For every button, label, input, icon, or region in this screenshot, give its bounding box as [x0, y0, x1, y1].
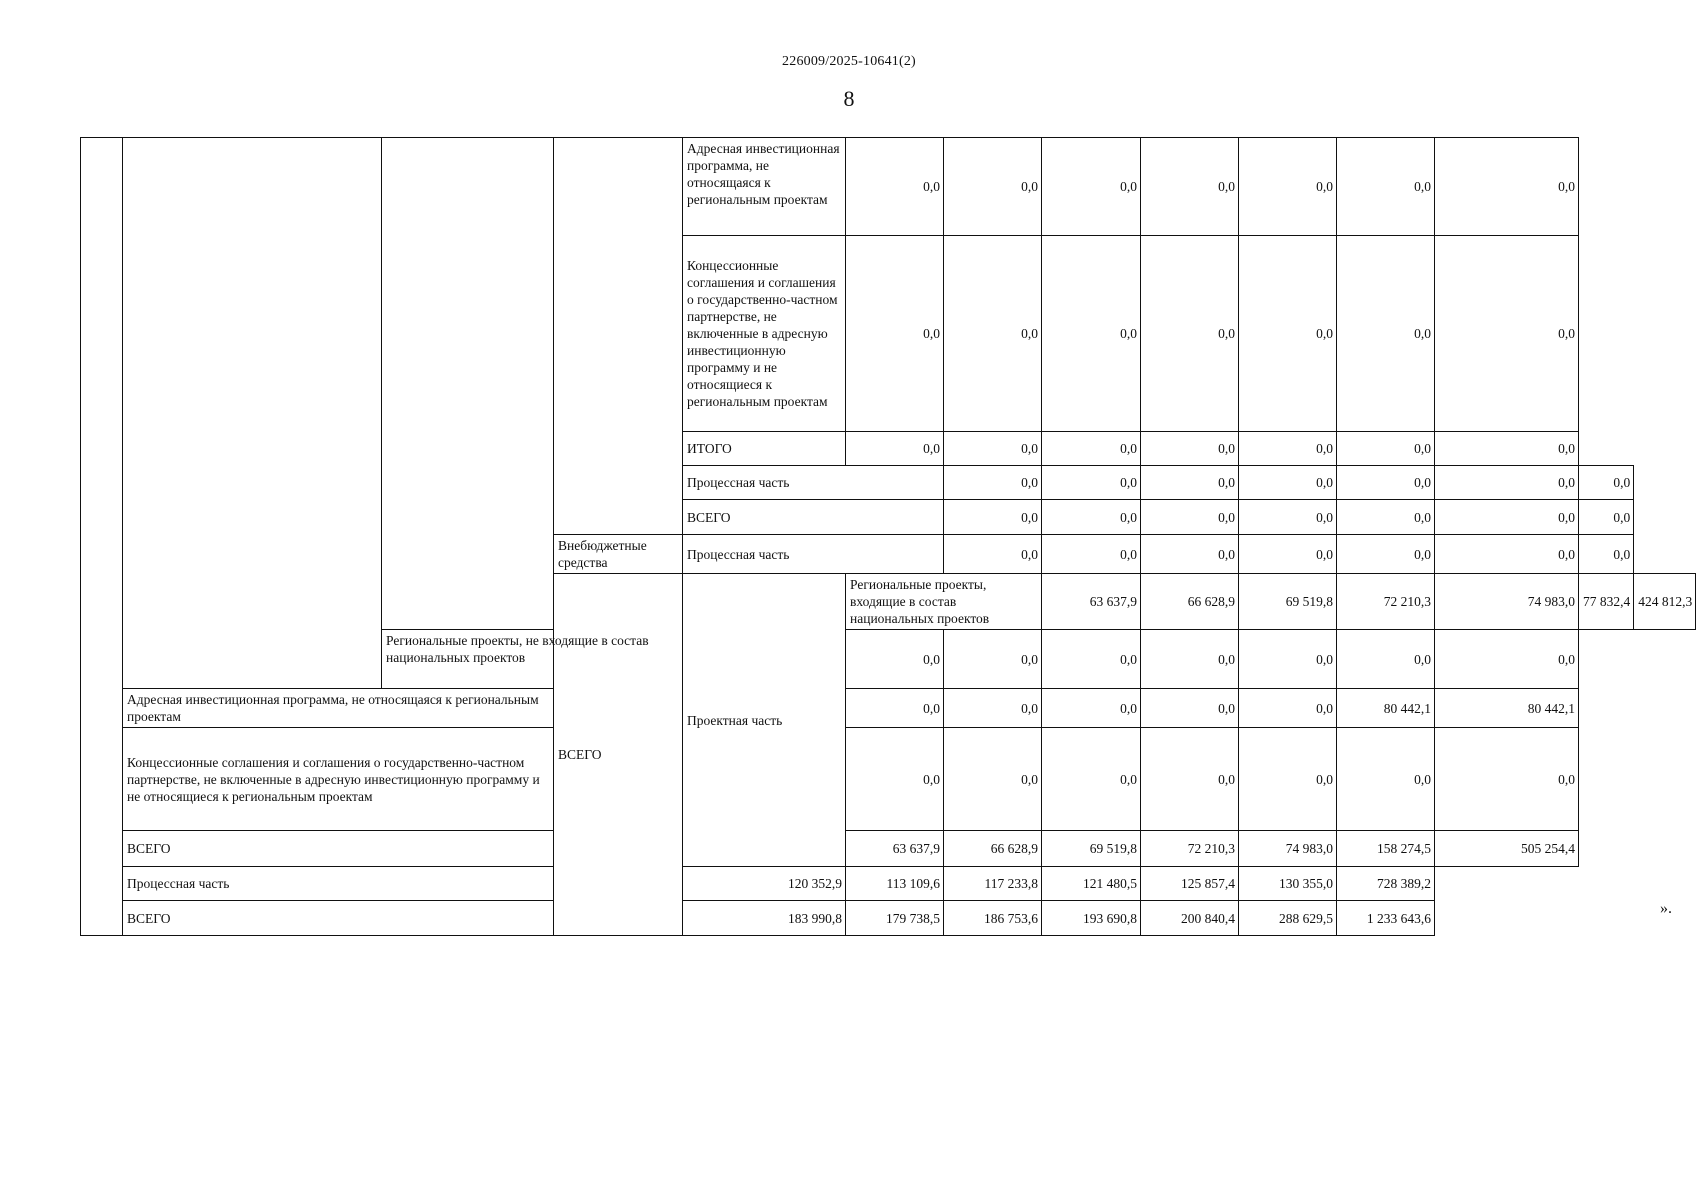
table-row [81, 728, 1696, 831]
value-cell: 121 480,5 [1042, 867, 1141, 901]
closing-quote-mark: ». [1660, 900, 1672, 917]
value-cell: 80 442,1 [1435, 689, 1579, 728]
value-cell: 0,0 [1435, 432, 1579, 466]
value-cell: 186 753,6 [944, 901, 1042, 936]
value-cell: 74 983,0 [1239, 831, 1337, 867]
value-cell: 0,0 [1337, 535, 1435, 574]
value-cell: 0,0 [1579, 466, 1634, 500]
value-cell: 77 832,4 [1579, 574, 1634, 630]
value-cell: 117 233,8 [944, 867, 1042, 901]
value-cell: 0,0 [944, 630, 1042, 689]
value-cell: 0,0 [944, 236, 1042, 432]
section-label-project: Проектная часть [683, 574, 846, 867]
value-cell: 0,0 [1141, 432, 1239, 466]
value-cell: 72 210,3 [1337, 574, 1435, 630]
value-cell: 0,0 [1337, 728, 1435, 831]
value-cell: 66 628,9 [1141, 574, 1239, 630]
value-cell: 424 812,3 [1634, 574, 1696, 630]
value-cell: 0,0 [1435, 500, 1579, 535]
value-cell: 0,0 [1141, 138, 1239, 236]
value-cell: 0,0 [944, 432, 1042, 466]
document-id: 226009/2025-10641(2) [782, 54, 916, 69]
row-label-process: Процессная часть [683, 535, 944, 574]
value-cell: 0,0 [944, 500, 1042, 535]
page-number: 8 [843, 86, 855, 111]
section-label-vsego: ВСЕГО [554, 574, 683, 936]
value-cell: 0,0 [1435, 728, 1579, 831]
row-label-concession: Концессионные соглашения и соглашения о государственно-частном партнерстве, не включенные в адресную инвестиционную программу и не относящиеся к региональным проектам [683, 236, 846, 432]
value-cell: 0,0 [1337, 466, 1435, 500]
value-cell: 0,0 [1239, 432, 1337, 466]
value-cell: 0,0 [846, 630, 944, 689]
value-cell: 0,0 [1239, 728, 1337, 831]
row-label-aip-long: Адресная инвестиционная программа, не относящаяся к региональным проектам [123, 689, 554, 728]
value-cell: 74 983,0 [1435, 574, 1579, 630]
value-cell: 69 519,8 [1042, 831, 1141, 867]
row-label-itogo: ИТОГО [683, 432, 846, 466]
value-cell: 0,0 [1239, 236, 1337, 432]
value-cell: 0,0 [1042, 432, 1141, 466]
value-cell: 0,0 [1042, 500, 1141, 535]
row-label-vsego: ВСЕГО [683, 500, 944, 535]
value-cell: 63 637,9 [846, 831, 944, 867]
value-cell: 0,0 [1435, 236, 1579, 432]
value-cell: 0,0 [1337, 236, 1435, 432]
row-label-concession-long: Концессионные соглашения и соглашения о государственно-частном партнерстве, не включенные в адресную инвестиционную программу и не относящиеся к региональным проектам [123, 728, 554, 831]
value-cell: 0,0 [1337, 138, 1435, 236]
value-cell: 0,0 [1042, 236, 1141, 432]
value-cell: 63 637,9 [1042, 574, 1141, 630]
table-row [81, 689, 1696, 728]
value-cell: 130 355,0 [1239, 867, 1337, 901]
table-row [81, 831, 1696, 867]
value-cell: 80 442,1 [1337, 689, 1435, 728]
table-row [81, 867, 1696, 901]
index-cell [81, 138, 123, 936]
value-cell: 0,0 [1337, 432, 1435, 466]
value-cell: 0,0 [1042, 535, 1141, 574]
empty-cell [123, 138, 382, 689]
value-cell: 0,0 [944, 138, 1042, 236]
row-label-project-vsego: ВСЕГО [123, 831, 554, 867]
value-cell: 0,0 [1239, 466, 1337, 500]
value-cell: 193 690,8 [1042, 901, 1141, 936]
value-cell: 120 352,9 [683, 867, 846, 901]
budget-table [80, 137, 1696, 936]
value-cell: 183 990,8 [683, 901, 846, 936]
value-cell: 0,0 [1239, 500, 1337, 535]
value-cell: 0,0 [1141, 466, 1239, 500]
row-label-grand-total: ВСЕГО [123, 901, 683, 936]
row-label-aip: Адресная инвестиционная программа, не относящаяся к региональным проектам [683, 138, 846, 236]
value-cell: 200 840,4 [1141, 901, 1239, 936]
row-label-process-total: Процессная часть [123, 867, 683, 901]
value-cell: 728 389,2 [1337, 867, 1435, 901]
value-cell: 0,0 [1042, 630, 1141, 689]
value-cell: 0,0 [1579, 500, 1634, 535]
value-cell: 0,0 [1141, 630, 1239, 689]
value-cell: 0,0 [1337, 630, 1435, 689]
value-cell: 0,0 [944, 689, 1042, 728]
row-label-reg-not-in-nat: Региональные проекты, не входящие в состав национальных проектов [382, 630, 683, 689]
value-cell: 0,0 [1042, 689, 1141, 728]
value-cell: 158 274,5 [1337, 831, 1435, 867]
value-cell: 0,0 [846, 432, 944, 466]
value-cell: 505 254,4 [1435, 831, 1579, 867]
empty-cell [382, 138, 554, 630]
value-cell: 0,0 [846, 138, 944, 236]
value-cell: 0,0 [1239, 630, 1337, 689]
value-cell: 1 233 643,6 [1337, 901, 1435, 936]
value-cell: 0,0 [1239, 689, 1337, 728]
value-cell: 0,0 [1239, 138, 1337, 236]
value-cell: 179 738,5 [846, 901, 944, 936]
value-cell: 0,0 [944, 728, 1042, 831]
value-cell: 0,0 [1141, 689, 1239, 728]
value-cell: 0,0 [846, 728, 944, 831]
row-label-reg-in-nat: Региональные проекты, входящие в состав национальных проектов [846, 574, 1042, 630]
empty-cell [554, 138, 683, 535]
value-cell: 0,0 [1141, 236, 1239, 432]
value-cell: 0,0 [1239, 535, 1337, 574]
value-cell: 0,0 [1579, 535, 1634, 574]
value-cell: 0,0 [1435, 466, 1579, 500]
value-cell: 125 857,4 [1141, 867, 1239, 901]
value-cell: 113 109,6 [846, 867, 944, 901]
value-cell: 0,0 [944, 466, 1042, 500]
row-label-offbudget: Внебюджетные средства [554, 535, 683, 574]
value-cell: 69 519,8 [1239, 574, 1337, 630]
value-cell: 0,0 [1141, 728, 1239, 831]
table-row [81, 138, 1696, 236]
value-cell: 0,0 [1141, 500, 1239, 535]
value-cell: 0,0 [846, 236, 944, 432]
value-cell: 0,0 [1042, 728, 1141, 831]
value-cell: 66 628,9 [944, 831, 1042, 867]
value-cell: 0,0 [1141, 535, 1239, 574]
value-cell: 0,0 [1042, 138, 1141, 236]
value-cell: 0,0 [1435, 630, 1579, 689]
value-cell: 0,0 [846, 689, 944, 728]
value-cell: 0,0 [944, 535, 1042, 574]
table-row [81, 901, 1696, 936]
value-cell: 0,0 [1042, 466, 1141, 500]
value-cell: 288 629,5 [1239, 901, 1337, 936]
value-cell: 0,0 [1435, 138, 1579, 236]
value-cell: 0,0 [1435, 535, 1579, 574]
value-cell: 0,0 [1337, 500, 1435, 535]
row-label-process: Процессная часть [683, 466, 944, 500]
value-cell: 72 210,3 [1141, 831, 1239, 867]
